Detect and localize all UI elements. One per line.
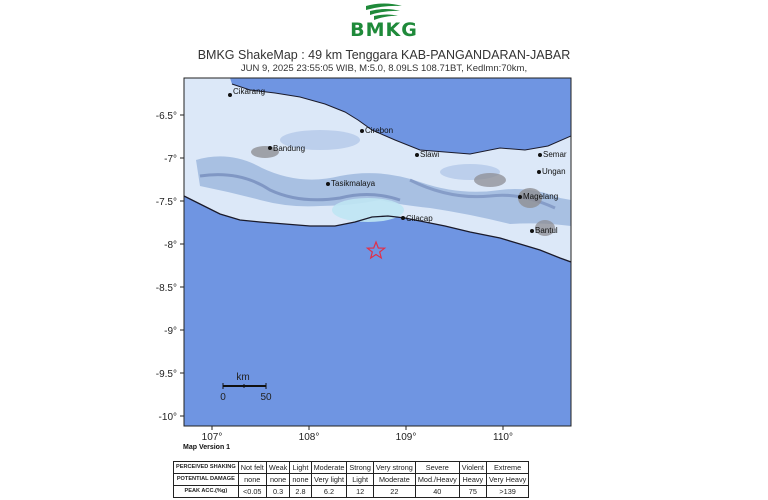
city-magelang xyxy=(518,192,558,201)
map-title: BMKG ShakeMap : 49 km Tenggara KAB-PANGANDARAN-JABAR xyxy=(197,48,571,62)
lat-tick-label: -6.5° xyxy=(155,111,177,122)
city-label: Ungan xyxy=(542,167,566,176)
lon-tick-label: 108° xyxy=(298,432,320,443)
table-cell: Light xyxy=(290,462,311,474)
city-tasikmalaya xyxy=(326,179,376,188)
table-cell: 40 xyxy=(415,486,459,498)
table-cell: Severe xyxy=(415,462,459,474)
lat-tick-label: -8° xyxy=(164,240,177,251)
map-version: Map Version 1 xyxy=(183,444,231,451)
table-cell: Strong xyxy=(347,462,374,474)
lat-tick-label: -7° xyxy=(164,154,177,165)
intensity-legend-table xyxy=(173,461,529,498)
table-cell: Very Heavy xyxy=(486,474,528,486)
city-ungaran xyxy=(537,167,566,176)
table-cell: Very light xyxy=(311,474,347,486)
city-label: Magelang xyxy=(523,192,559,201)
row-header: POTENTIAL DAMAGE xyxy=(174,474,239,486)
city-bantul xyxy=(530,226,558,235)
city-label: Bandung xyxy=(273,144,306,153)
lat-tick-label: -8.5° xyxy=(155,283,177,294)
event-details: JUN 9, 2025 23:55:05 WIB, M:5.0, 8.09LS 108.71BT, Kedlmn:70km, xyxy=(240,63,528,74)
lon-tick-label: 107° xyxy=(201,432,223,443)
city-label: Slawi xyxy=(420,150,440,159)
lon-tick-label: 110° xyxy=(493,432,513,443)
scale-max-label: 50 xyxy=(260,392,272,403)
longitude-axis xyxy=(202,426,513,443)
city-label: Tasikmalaya xyxy=(331,179,376,188)
lat-tick-label: -9° xyxy=(164,326,177,337)
table-cell: none xyxy=(238,474,266,486)
table-cell: >139 xyxy=(486,486,528,498)
city-label: Cirebon xyxy=(365,126,394,135)
table-cell: 22 xyxy=(373,486,415,498)
table-cell: Moderate xyxy=(373,474,415,486)
table-cell: Extreme xyxy=(486,462,528,474)
table-cell: Not felt xyxy=(238,462,266,474)
city-label: Semar xyxy=(543,150,567,159)
table-cell: 2.8 xyxy=(290,486,311,498)
scale-min-label: 0 xyxy=(220,392,226,403)
table-cell: Light xyxy=(347,474,374,486)
latitude-axis xyxy=(156,111,184,423)
city-cilacap xyxy=(401,214,433,223)
city-bandung xyxy=(268,144,305,153)
row-header: PEAK ACC.(%g) xyxy=(174,486,239,498)
table-cell: Very strong xyxy=(373,462,415,474)
city-label: Cikarang xyxy=(233,87,266,96)
table-row xyxy=(174,474,529,486)
table-cell: Heavy xyxy=(459,474,486,486)
city-cirebon xyxy=(360,126,393,135)
table-cell: Moderate xyxy=(311,462,347,474)
table-cell: <0.05 xyxy=(238,486,266,498)
lat-tick-label: -10° xyxy=(158,412,177,423)
table-cell: Violent xyxy=(459,462,486,474)
table-cell: Weak xyxy=(266,462,290,474)
table-cell: none xyxy=(266,474,290,486)
city-label: Bantul xyxy=(535,226,558,235)
scale-unit-label: km xyxy=(236,372,250,383)
lon-tick-label: 109° xyxy=(395,432,417,443)
table-cell: 6.2 xyxy=(311,486,347,498)
table-cell: 12 xyxy=(347,486,374,498)
row-header: PERCEIVED SHAKING xyxy=(174,462,239,474)
table-cell: none xyxy=(290,474,311,486)
brand-name: BMKG xyxy=(350,19,418,41)
lat-tick-label: -9.5° xyxy=(155,369,177,380)
table-cell: 0.3 xyxy=(266,486,290,498)
city-semarang xyxy=(538,150,567,159)
table-row xyxy=(174,462,529,474)
city-label: Cilacap xyxy=(406,214,433,223)
table-cell: 75 xyxy=(459,486,486,498)
table-cell: Mod./Heavy xyxy=(415,474,459,486)
city-cikarang xyxy=(228,87,265,97)
table-row xyxy=(174,486,529,498)
lat-tick-label: -7.5° xyxy=(155,197,177,208)
